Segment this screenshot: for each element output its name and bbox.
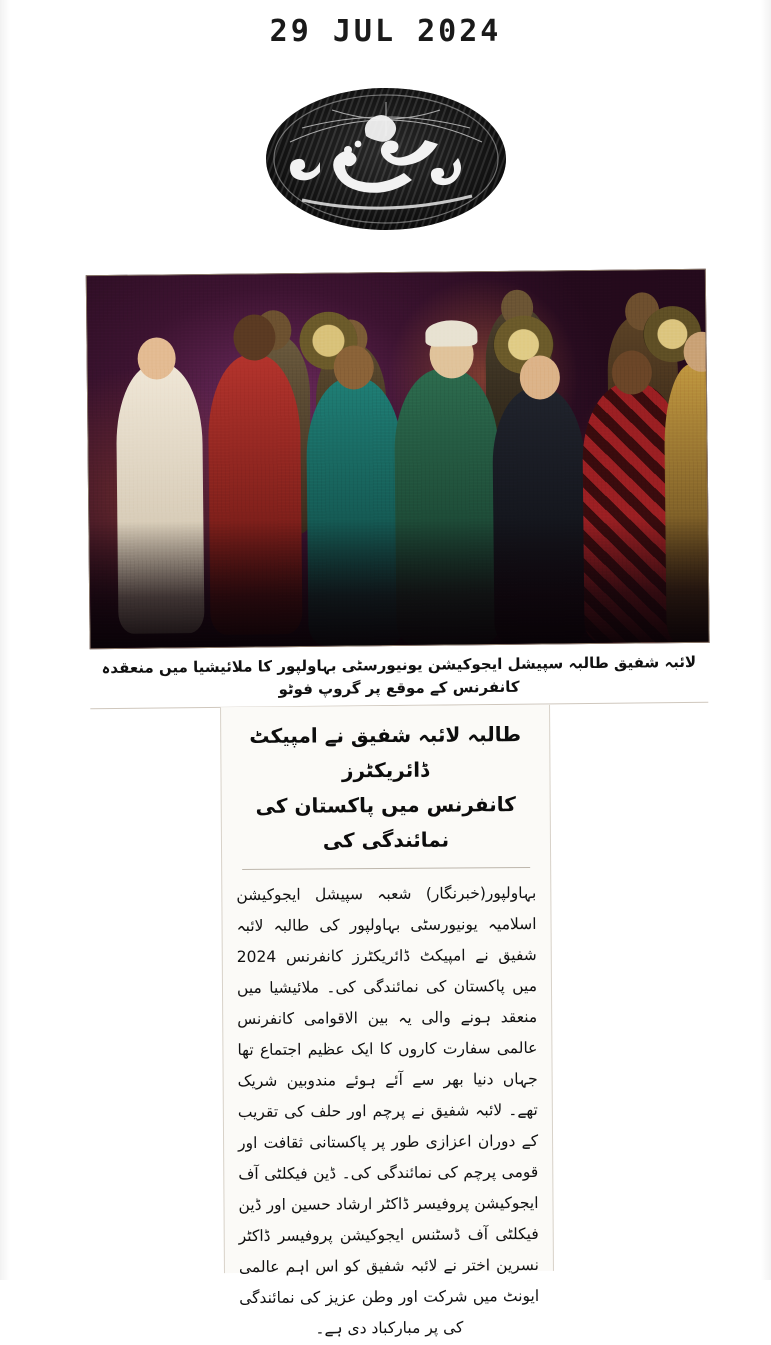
article-body: بہاولپور(خبرنگار) شعبہ سپیشل ایجوکیشن اسلامیہ یونیورسٹی بہاولپور کی طالبہ لائبہ شفیق نے امپیکٹ ڈائریکٹرز کانفرنس 2024 میں پاکستان کی نمائندگی کی۔ ملائیشیا میں منعقد ہونے والی یہ بین الاقوامی کانفرنس عالمی سفارت کاروں کا ایک عظیم اجتماع تھا جہاں دنیا بھر سے آئے ہوئے مندوبین شریک تھے۔ لائبہ شفیق نے پرچم اور حلف کی تقریب کے دوران اعزازی طور پر پاکستانی ثقافت اور قومی پرچم کی نمائندگی کی۔ ڈین فیکلٹی آف ایجوکیشن پروفیسر ڈاکٹر ارشاد حسین اور ڈین فیکلٹی آف ڈسٹنس ایجوکیشن پروفیسر ڈاکٹر نسرین اختر نے لائبہ شفیق کو اس اہم عالمی ایونٹ میں شرکت اور وطن عزیز کی نمائندگی کی پر مبارکباد دی ہے۔ xyxy=(236,883,540,1338)
headline-line-2: کانفرنس میں پاکستان کی نمائندگی کی xyxy=(255,792,516,853)
scan-edge-left xyxy=(0,0,10,1280)
scan-edge-right xyxy=(761,0,771,1280)
newspaper-masthead-logo xyxy=(262,84,510,234)
conference-group-photo xyxy=(86,269,710,649)
date-stamp: 29 JUL 2024 xyxy=(269,14,502,49)
photo-caption: لائبہ شفیق طالبہ سپیشل ایجوکیشن یونیورسٹی بہاولپور کا ملائیشیا میں منعقدہ کانفرنس کے موقع پر گروپ فوٹو xyxy=(90,651,709,709)
article-headline xyxy=(235,717,536,859)
headline-line-1: طالبہ لائبہ شفیق نے امپیکٹ ڈائریکٹرز xyxy=(249,722,522,783)
article-column xyxy=(220,705,554,1338)
headline-divider xyxy=(242,867,530,870)
photo-block xyxy=(86,269,708,705)
photo-grain xyxy=(87,270,709,648)
